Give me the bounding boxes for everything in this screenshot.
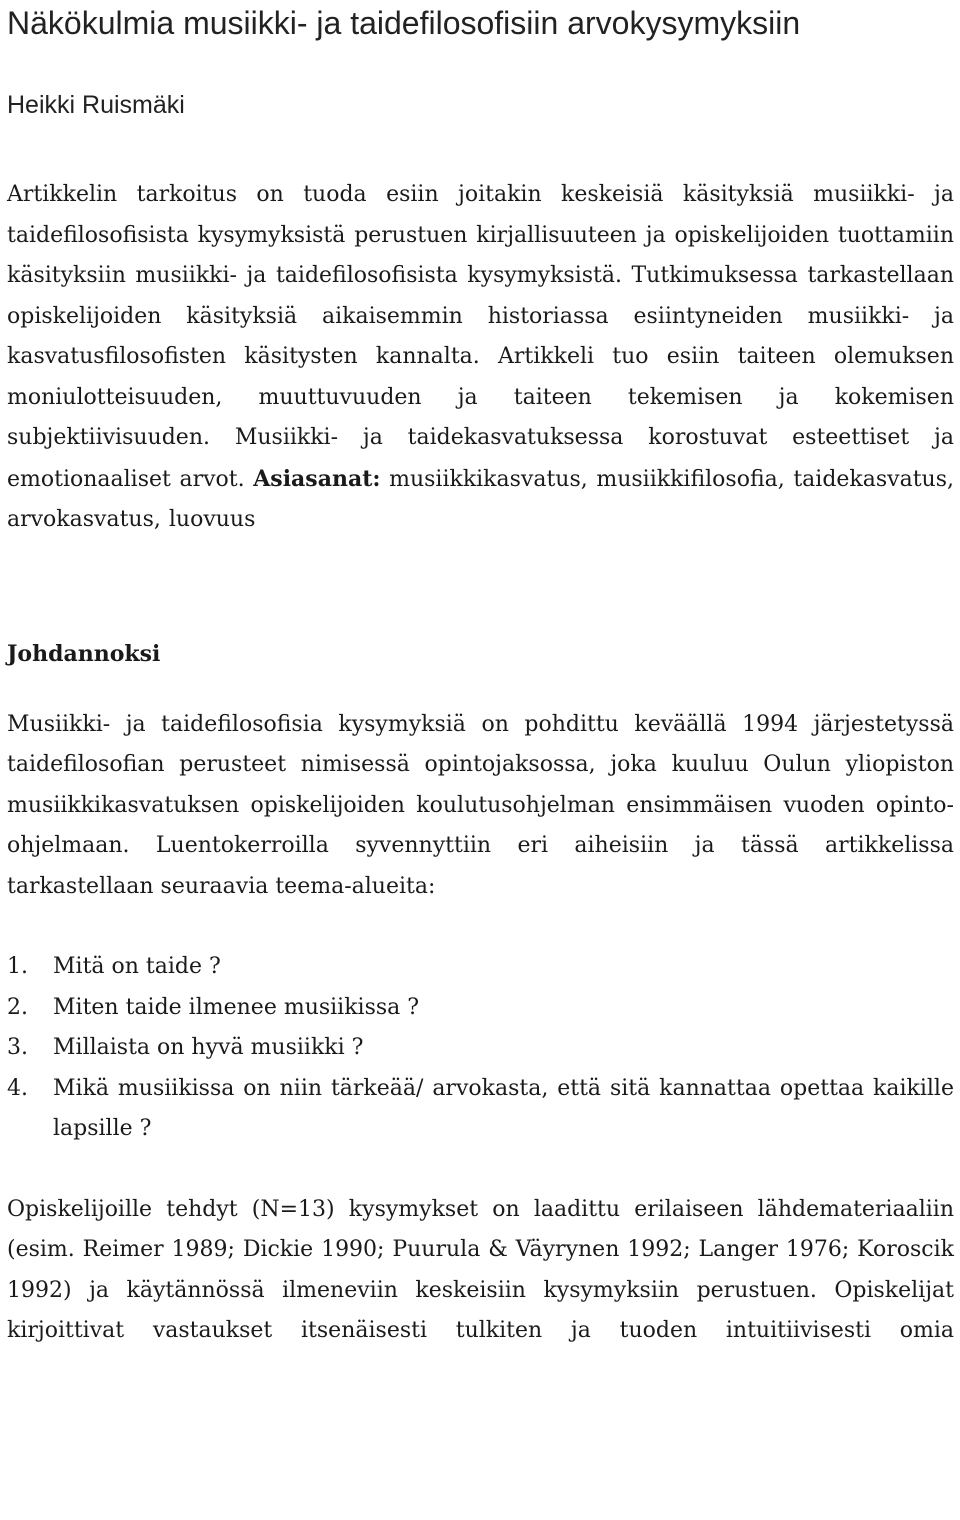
abstract bbox=[7, 120, 954, 541]
list-item bbox=[7, 947, 954, 988]
list-item-text: Mikä musiikissa on niin tärkeää/ arvokasta, että sitä kannattaa opettaa kaikille lapsille ? bbox=[53, 1075, 954, 1141]
list-item-text: Miten taide ilmenee musiikissa ? bbox=[53, 994, 420, 1020]
list-item-text: Mitä on taide ? bbox=[53, 954, 221, 979]
question-list bbox=[7, 907, 954, 1150]
keywords-text: musiikkikasvatus, musiikkifilosofia, taidekasvatus, arvokasvatus, luovuus bbox=[7, 466, 954, 532]
keywords-label: Asiasanat: bbox=[253, 465, 381, 492]
body-paragraph: Opiskelijoille tehdyt (N=13) kysymykset on laadittu erilaiseen lähdemateriaaliin (esim. Reimer 1989; Dickie 1990; Puurula & Väyrynen 1992; Langer 1976; Koroscik 1992) ja käytännössä ilmeneviin keskeisiin kysymyksiin perustuen. Opiskelijat kirjoittivat vastaukset itsenäisesti tulkiten ja tuoden intuitiivisesti omia bbox=[7, 1196, 954, 1343]
author-name: Heikki Ruismäki bbox=[7, 91, 185, 119]
intro-paragraph: Musiikki- ja taidefilosofisia kysymyksiä on pohdittu keväällä 1994 järjestetyssä taidefilosofian perusteet nimisessä opintojaksossa, joka kuuluu Oulun yliopiston musiikkikasvatuksen opiskelijoiden koulutusohjelman ensimmäisen vuoden opinto-ohjelmaan. Luentokerroilla syvennyttiin eri aiheisiin ja tässä artikkelissa tarkastellaan seuraavia teema-alueita: bbox=[7, 711, 954, 899]
list-item bbox=[7, 1028, 954, 1069]
abstract-text: Artikkelin tarkoitus on tuoda esiin joitakin keskeisiä käsityksiä musiikki- ja taidefilosofisista kysymyksistä perustuen kirjallisuuteen ja opiskelijoiden tuottamiin käsityksiin musiikki- ja taidefilosofisista kysymyksistä. Tutkimuksessa tarkastellaan opiskelijoiden käsityksiä aikaisemmin historiassa esiintyneiden musiikki- ja kasvatusfilosofisten käsitysten kannalta. Artikkeli tuo esiin taiteen olemuksen moniulotteisuuden, muuttuvuuden ja taiteen tekemisen ja kokemisen subjektiivisuuden. Musiikki- ja taidekasvatuksessa korostuvat esteettiset ja emotionaaliset arvot. bbox=[7, 182, 954, 492]
list-item-text: Millaista on hyvä musiikki ? bbox=[53, 1035, 364, 1060]
list-item-number: 1. bbox=[7, 954, 28, 979]
list-item bbox=[7, 988, 954, 1029]
article-title: Näkökulmia musiikki- ja taidefilosofisiin arvokysymyksiin bbox=[7, 5, 801, 41]
section-heading: Johdannoksi bbox=[7, 640, 161, 667]
list-item-number: 2. bbox=[7, 994, 28, 1020]
list-item bbox=[7, 1069, 954, 1150]
list-item-number: 3. bbox=[7, 1035, 28, 1060]
list-item-number: 4. bbox=[7, 1075, 28, 1101]
